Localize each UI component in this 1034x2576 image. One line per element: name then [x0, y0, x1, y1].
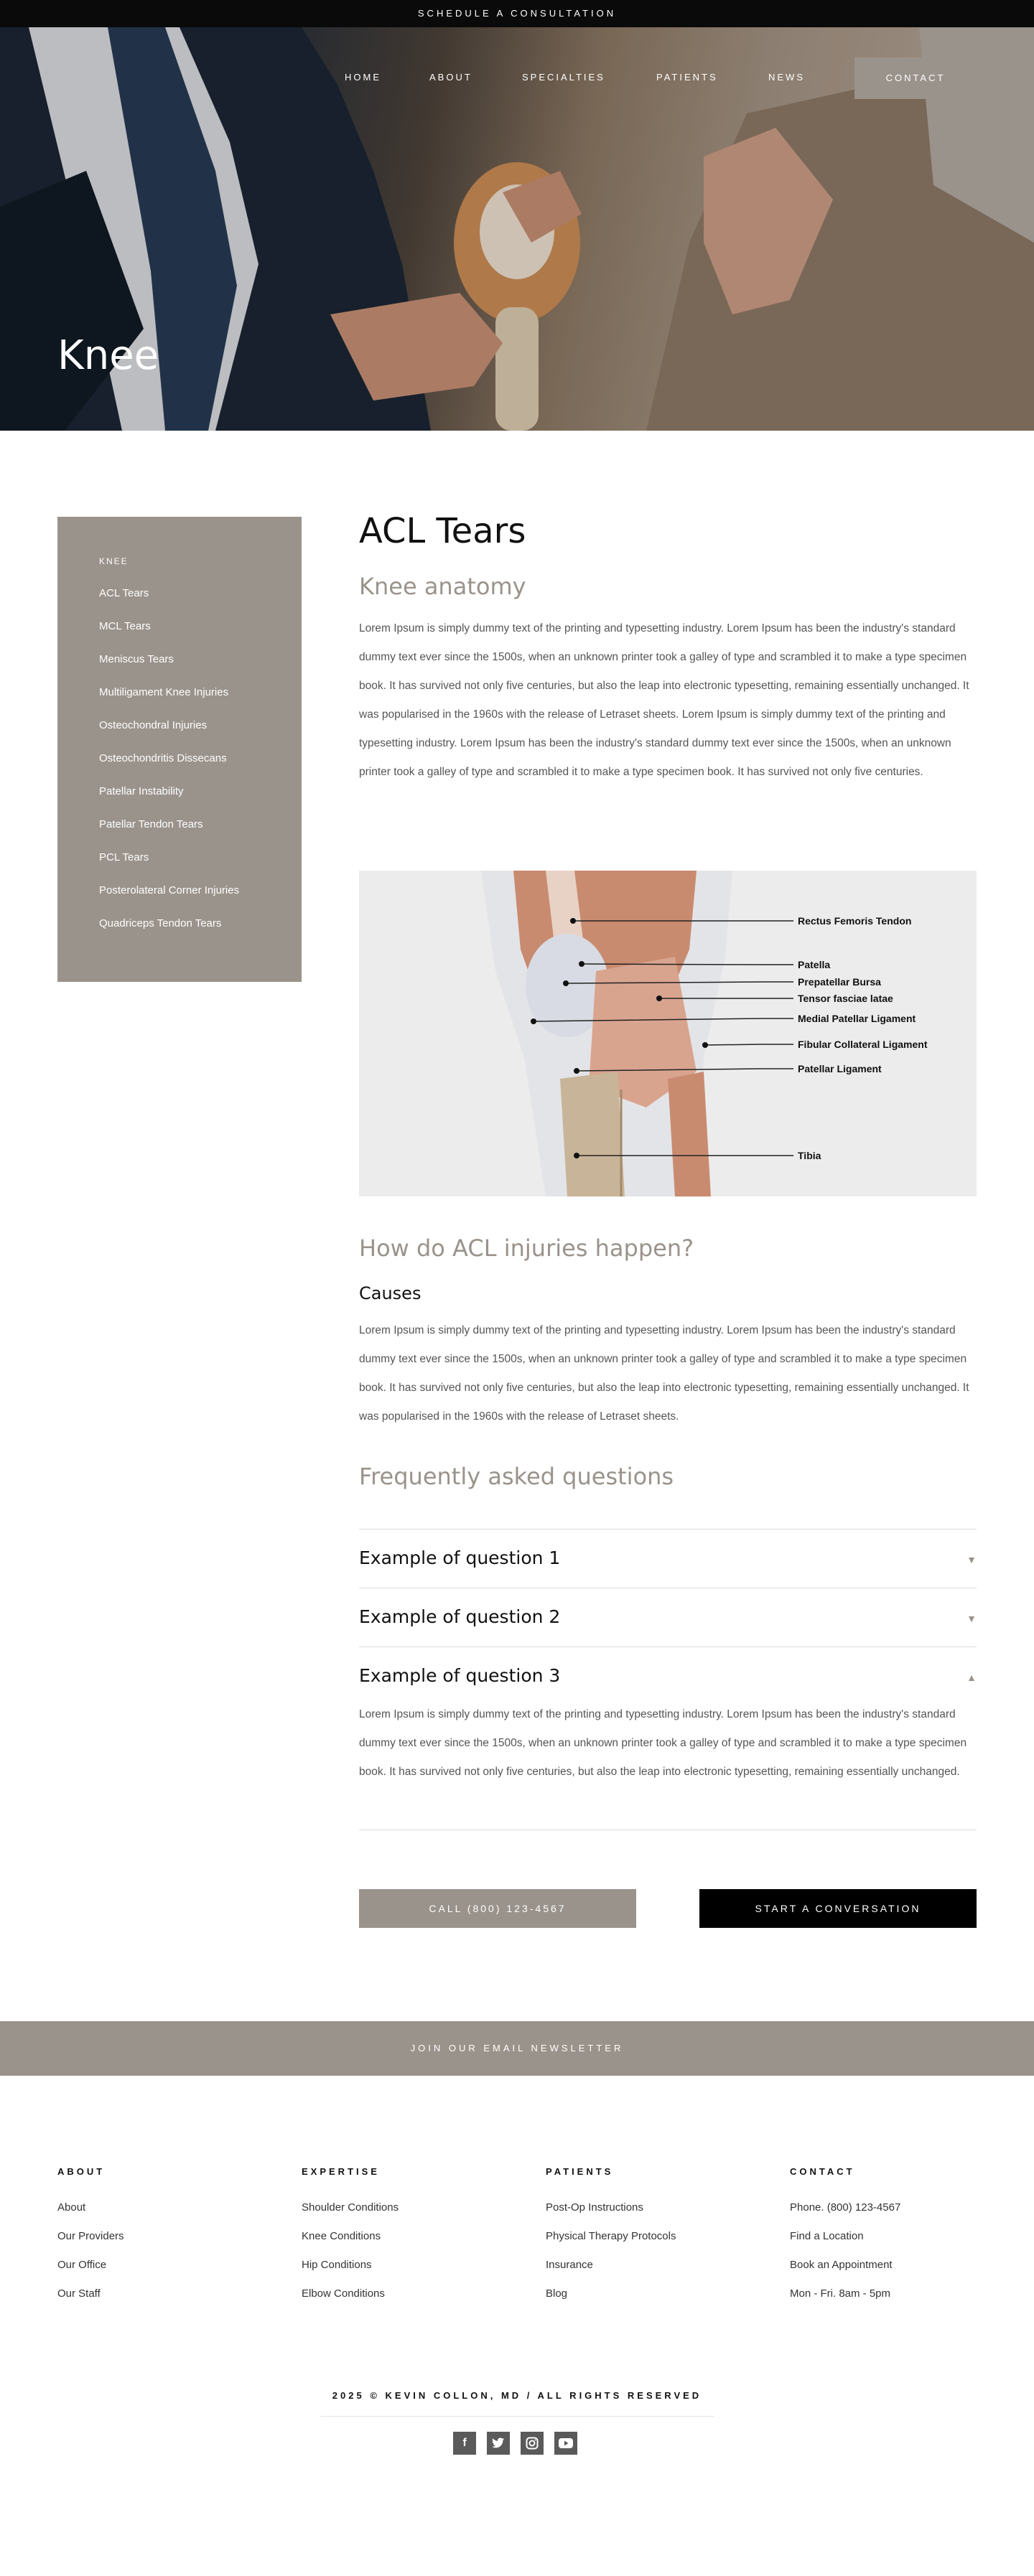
- callout-line: [534, 1018, 793, 1021]
- knee-anatomy-diagram: [359, 871, 977, 1196]
- chevron-up-icon[interactable]: ▲: [967, 1672, 977, 1683]
- footer-col-expertise: [302, 2166, 517, 2316]
- footer-link[interactable]: Shoulder Conditions: [302, 2201, 399, 2214]
- sidebar-item-patellar-instability[interactable]: Patellar Instability: [99, 785, 184, 797]
- footer-col-contact: [790, 2166, 1005, 2316]
- diagram-label: Patellar Ligament: [798, 1063, 882, 1074]
- callout-dot: [531, 1018, 536, 1024]
- chevron-down-icon[interactable]: ▼: [967, 1554, 977, 1565]
- footer-divider: [320, 2416, 714, 2417]
- faq-heading: Frequently asked questions: [359, 1463, 674, 1490]
- schedule-consultation-link[interactable]: SCHEDULE A CONSULTATION: [417, 8, 617, 19]
- anatomy-paragraph: Lorem Ipsum is simply dummy text of the printing and typesetting industry. Lorem Ipsum has been the industry's standard dummy text ever since the 1500s, when an unknown printer took a galley of type and scrambled it to make a type specimen book. It has survived not only five centuries, but also the leap into electronic typesetting, remaining essentially unchanged. It was popularised in the 1960s with the release of Letraset sheets. Lorem Ipsum is simply dummy text of the printing and typesetting industry. Lorem Ipsum has been the industry's standard dummy text ever since the 1500s, when an unknown printer took a galley of type and scrambled it to make a type specimen book. It has survived not only five centuries.: [359, 622, 969, 778]
- copyright-text: 2025 © KEVIN COLLON, MD / ALL RIGHTS RESERVED: [332, 2390, 702, 2401]
- youtube-icon[interactable]: [554, 2432, 577, 2455]
- nav-contact-button[interactable]: CONTACT: [854, 57, 977, 99]
- facebook-icon[interactable]: f: [453, 2432, 476, 2455]
- footer-hours: Mon - Fri. 8am - 5pm: [790, 2287, 891, 2300]
- diagram-label: Prepatellar Bursa: [798, 976, 881, 988]
- article-title: ACL Tears: [359, 511, 526, 551]
- callout-line: [577, 1069, 793, 1071]
- start-conversation-button[interactable]: START A CONVERSATION: [699, 1889, 977, 1928]
- sidebar-item-quadriceps[interactable]: Quadriceps Tendon Tears: [99, 917, 222, 929]
- diagram-label: Fibular Collateral Ligament: [798, 1039, 928, 1050]
- sidebar-item-pcl-tears[interactable]: PCL Tears: [99, 851, 149, 863]
- sidebar-item-acl-tears[interactable]: ACL Tears: [99, 587, 149, 599]
- footer-phone[interactable]: Phone. (800) 123-4567: [790, 2201, 901, 2214]
- nav-home[interactable]: HOME: [345, 72, 381, 83]
- sidebar-heading: KNEE: [99, 556, 129, 566]
- footer-col-about: [57, 2166, 273, 2316]
- main-content: [359, 511, 977, 787]
- sidebar-item-osteochondral[interactable]: Osteochondral Injuries: [99, 719, 208, 731]
- faq-item-1[interactable]: [359, 1529, 977, 1588]
- callout-line: [705, 1044, 793, 1045]
- sidebar-nav: [57, 517, 302, 982]
- sidebar-item-osteochondritis[interactable]: Osteochondritis Dissecans: [99, 752, 227, 764]
- footer-link[interactable]: Our Office: [57, 2259, 107, 2271]
- footer-link[interactable]: Elbow Conditions: [302, 2287, 385, 2300]
- callout-dot: [574, 1068, 579, 1074]
- footer-link[interactable]: Find a Location: [790, 2230, 864, 2242]
- hero-banner: [0, 27, 1034, 431]
- main-nav: [0, 57, 1034, 99]
- footer-link[interactable]: Book an Appointment: [790, 2259, 893, 2271]
- footer-heading-patients: PATIENTS: [546, 2166, 614, 2177]
- callout-line: [566, 982, 793, 983]
- footer-heading-contact: CONTACT: [790, 2166, 855, 2177]
- callout-dot: [702, 1042, 708, 1048]
- nav-patients[interactable]: PATIENTS: [656, 72, 718, 83]
- newsletter-link[interactable]: JOIN OUR EMAIL NEWSLETTER: [410, 2043, 624, 2053]
- faq-answer-3: Lorem Ipsum is simply dummy text of the printing and typesetting industry. Lorem Ipsum has been the industry's standard dummy text ever since the 1500s, when an unknown printer took a galley of type and scrambled it to make a type specimen book. It has survived not only five centuries, but also the leap into electronic typesetting, remaining essentially unchanged.: [359, 1708, 967, 1778]
- footer-link[interactable]: Hip Conditions: [302, 2259, 372, 2271]
- faq-question-1[interactable]: Example of question 1: [359, 1547, 561, 1568]
- faq-question-3[interactable]: Example of question 3: [359, 1665, 561, 1686]
- footer-link[interactable]: Insurance: [546, 2259, 593, 2271]
- diagram-callouts: [359, 871, 977, 1196]
- sidebar-item-meniscus-tears[interactable]: Meniscus Tears: [99, 653, 174, 665]
- chevron-down-icon[interactable]: ▼: [967, 1613, 977, 1624]
- injury-heading: How do ACL injuries happen?: [359, 1235, 694, 1262]
- callout-dot: [579, 961, 584, 967]
- injury-section: [359, 1235, 977, 1490]
- footer-link[interactable]: Our Providers: [57, 2230, 124, 2242]
- anatomy-heading: Knee anatomy: [359, 573, 526, 600]
- footer-link[interactable]: About: [57, 2201, 86, 2214]
- faq-question-2[interactable]: Example of question 2: [359, 1606, 561, 1627]
- faq-item-2[interactable]: [359, 1588, 977, 1647]
- nav-news[interactable]: NEWS: [768, 72, 805, 83]
- causes-heading: Causes: [359, 1283, 421, 1303]
- causes-paragraph: Lorem Ipsum is simply dummy text of the printing and typesetting industry. Lorem Ipsum has been the industry's standard dummy text ever since the 1500s, when an unknown printer took a galley of type and scrambled it to make a type specimen book. It has survived not only five centuries, but also the leap into electronic typesetting, remaining essentially unchanged. It was popularised in the 1960s with the release of Letraset sheets.: [359, 1324, 969, 1423]
- sidebar-item-posterolateral[interactable]: Posterolateral Corner Injuries: [99, 884, 240, 896]
- diagram-label: Medial Patellar Ligament: [798, 1013, 916, 1024]
- nav-about[interactable]: ABOUT: [429, 72, 472, 83]
- footer-link[interactable]: Blog: [546, 2287, 568, 2300]
- instagram-icon[interactable]: [521, 2432, 544, 2455]
- footer-link[interactable]: Knee Conditions: [302, 2230, 381, 2242]
- footer-col-patients: [546, 2166, 761, 2316]
- callout-dot: [563, 980, 569, 986]
- callout-dot: [656, 996, 662, 1001]
- footer-link[interactable]: Physical Therapy Protocols: [546, 2230, 676, 2242]
- footer-heading-expertise: EXPERTISE: [302, 2166, 380, 2177]
- diagram-label: Rectus Femoris Tendon: [798, 915, 912, 927]
- callout-dot: [570, 918, 576, 924]
- diagram-label: Tibia: [798, 1150, 821, 1161]
- faq-item-3[interactable]: [359, 1647, 977, 1830]
- diagram-label: Patella: [798, 959, 831, 970]
- page-title: Knee: [57, 332, 159, 379]
- sidebar-item-patellar-tendon[interactable]: Patellar Tendon Tears: [99, 818, 203, 830]
- newsletter-bar[interactable]: [0, 2021, 1034, 2076]
- callout-dot: [574, 1153, 579, 1158]
- nav-specialties[interactable]: SPECIALTIES: [522, 72, 605, 83]
- twitter-icon[interactable]: [487, 2432, 510, 2455]
- footer-heading-about: ABOUT: [57, 2166, 106, 2177]
- callout-line: [582, 964, 793, 965]
- diagram-label: Tensor fasciae latae: [798, 993, 893, 1004]
- sidebar-item-multiligament[interactable]: Multiligament Knee Injuries: [99, 686, 229, 698]
- sidebar-item-mcl-tears[interactable]: MCL Tears: [99, 620, 151, 632]
- footer-link[interactable]: Post-Op Instructions: [546, 2201, 643, 2214]
- schedule-consultation-bar[interactable]: [0, 0, 1034, 27]
- footer-link[interactable]: Our Staff: [57, 2287, 101, 2300]
- call-button[interactable]: CALL (800) 123-4567: [359, 1889, 636, 1928]
